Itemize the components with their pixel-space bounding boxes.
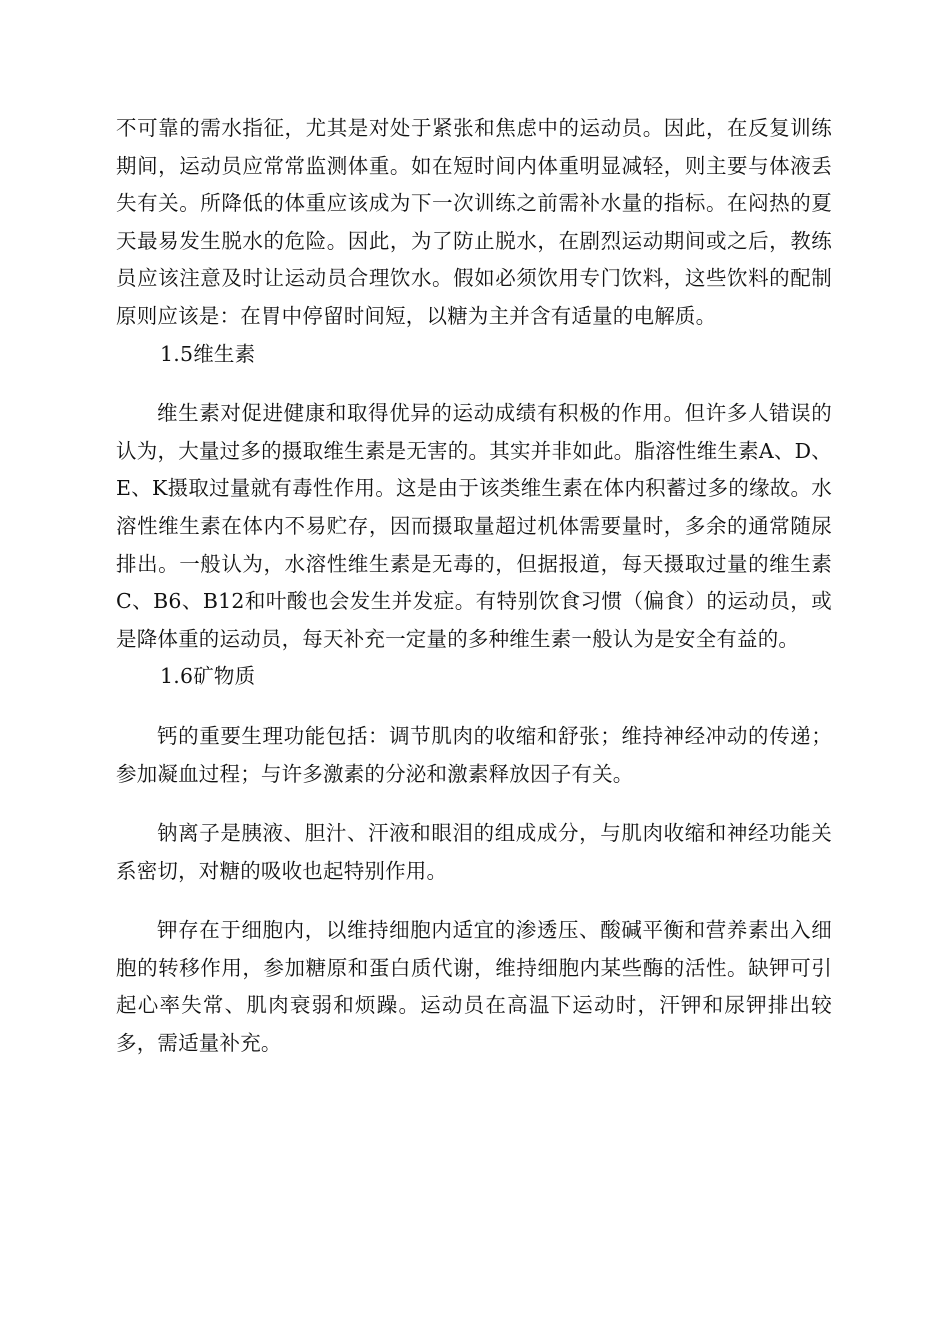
paragraph-calcium: 钙的重要生理功能包括：调节肌肉的收缩和舒张；维持神经冲动的传递；参加凝血过程；与许多激素的分泌和激素释放因子有关。 xyxy=(116,723,832,786)
paragraph-potassium: 钾存在于细胞内，以维持细胞内适宜的渗透压、酸碱平衡和营养素出入细胞的转移作用，参加糖原和蛋白质代谢，维持细胞内某些酶的活性。缺钾可引起心率失常、肌肉衰弱和烦躁。运动员在高温下运动时，汗钾和尿钾排出较多，需适量补充。 xyxy=(116,918,832,1056)
section-heading-vitamins: 1.5维生素 xyxy=(160,341,256,366)
paragraph-vitamins: 维生素对促进健康和取得优异的运动成绩有积极的作用。但许多人错误的认为，大量过多的摄取维生素是无害的。其实并非如此。脂溶性维生素A、D、E、K摄取过量就有毒性作用。这是由于该类维生素在体内积蓄过多的缘故。水溶性维生素在体内不易贮存，因而摄取量超过机体需要量时，多余的通常随尿排出。一般认为，水溶性维生素是无毒的，但据报道，每天摄取过量的维生素C、B6、B12和叶酸也会发生并发症。有特别饮食习惯（偏食）的运动员，或是降体重的运动员，每天补充一定量的多种维生素一般认为是安全有益的。 xyxy=(116,401,832,651)
section-heading-minerals: 1.6矿物质 xyxy=(160,664,256,689)
paragraph-hydration: 不可靠的需水指征，尤其是对处于紧张和焦虑中的运动员。因此，在反复训练期间，运动员应常常监测体重。如在短时间内体重明显减轻，则主要与体液丢失有关。所降低的体重应该成为下一次训练之前需补水量的指标。在闷热的夏天最易发生脱水的危险。因此，为了防止脱水，在剧烈运动期间或之后，教练员应该注意及时让运动员合理饮水。假如必须饮用专门饮料，这些饮料的配制原则应该是：在胃中停留时间短，以糖为主并含有适量的电解质。 xyxy=(116,116,832,328)
document-page xyxy=(116,110,832,1063)
paragraph-sodium: 钠离子是胰液、胆汁、汗液和眼泪的组成成分，与肌肉收缩和神经功能关系密切，对糖的吸收也起特别作用。 xyxy=(116,821,832,883)
